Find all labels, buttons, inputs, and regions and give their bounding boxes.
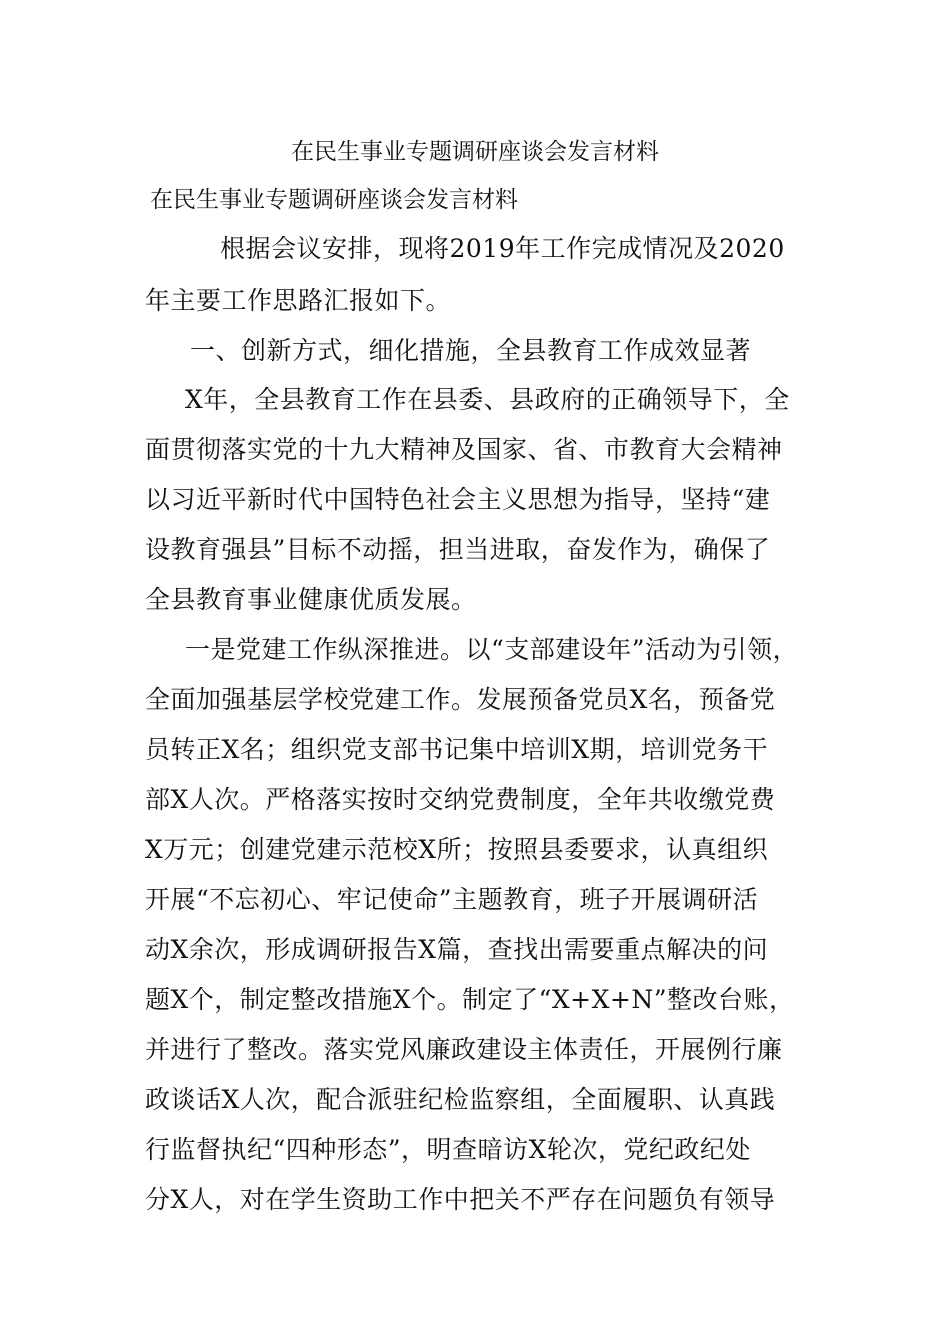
paragraph-line: 全县教育事业健康优质发展。 <box>145 585 477 614</box>
paragraph-line: X年，全县教育工作在县委、县政府的正确领导下，全 <box>185 385 790 414</box>
paragraph-line: 开展“不忘初心、牢记使命”主题教育，班子开展调研活 <box>145 885 759 914</box>
paragraph-line: 年主要工作思路汇报如下。 <box>145 286 452 315</box>
paragraph-line: 全面加强基层学校党建工作。发展预备党员X名，预备党 <box>145 685 776 714</box>
paragraph-line: X万元；创建党建示范校X所；按照县委要求，认真组织 <box>145 835 769 864</box>
paragraph-line: 员转正X名；组织党支部书记集中培训X期，培训党务干 <box>145 735 769 764</box>
paragraph-line: 设教育强县”目标不动摇，担当进取，奋发作为，确保了 <box>145 535 771 564</box>
document-title: 在民生事业专题调研座谈会发言材料 <box>291 139 659 165</box>
section-heading: 一、创新方式，细化措施，全县教育工作成效显著 <box>190 336 752 365</box>
paragraph-line: 政谈话X人次，配合派驻纪检监察组，全面履职、认真践 <box>145 1085 776 1114</box>
paragraph-line: 面贯彻落实党的十九大精神及国家、省、市教育大会精神 <box>145 435 783 464</box>
paragraph-line: 动X余次，形成调研报告X篇，查找出需要重点解决的问 <box>145 935 769 964</box>
paragraph-line: 分X人，对在学生资助工作中把关不严存在问题负有领导 <box>145 1185 776 1214</box>
paragraph-line: 一是党建工作纵深推进。以“支部建设年”活动为引领， <box>185 635 799 664</box>
paragraph-line: 并进行了整改。落实党风廉政建设主体责任，开展例行廉 <box>145 1035 783 1064</box>
paragraph-line: 题X个，制定整改措施X个。制定了“X+X+N”整改台账， <box>145 985 795 1014</box>
paragraph-line: 部X人次。严格落实按时交纳党费制度，全年共收缴党费 <box>145 785 776 814</box>
paragraph-line: 行监督执纪“四种形态”，明查暗访X轮次，党纪政纪处 <box>145 1135 751 1164</box>
document-subtitle: 在民生事业专题调研座谈会发言材料 <box>150 187 518 213</box>
paragraph-line: 根据会议安排，现将2019年工作完成情况及2020 <box>220 234 785 263</box>
paragraph-line: 以习近平新时代中国特色社会主义思想为指导，坚持“建 <box>145 485 771 514</box>
